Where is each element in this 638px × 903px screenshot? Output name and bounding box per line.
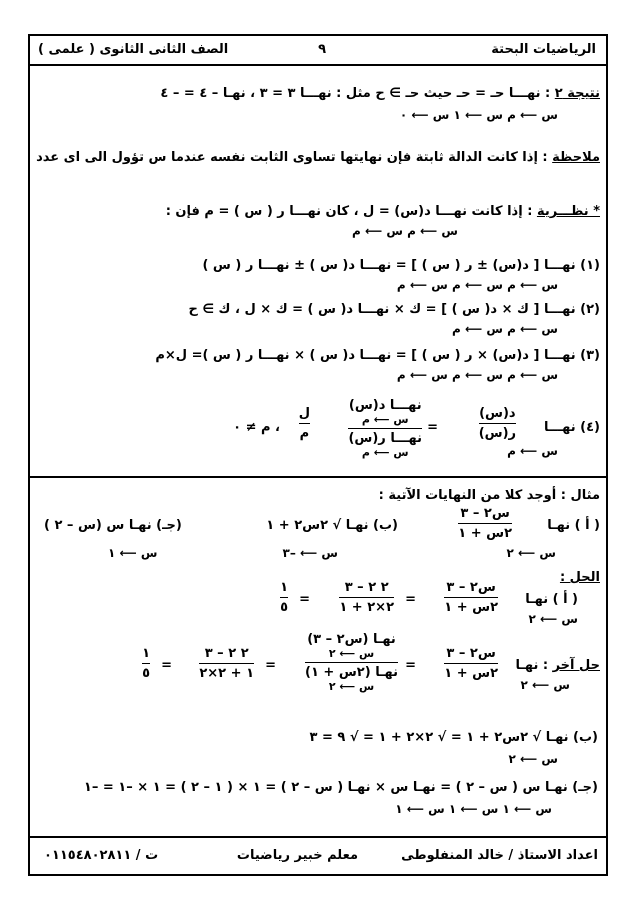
alt-solution-line — [516, 658, 600, 673]
example-a-prefix: ( أ ) نهـا — [547, 518, 600, 533]
header-subject: الرياضيات البحتة — [491, 42, 596, 57]
example-a-bar — [458, 523, 512, 524]
item4-frac-1-bar — [479, 423, 516, 424]
theorem-item-3: (٣) نهـــا [ د(س) × ر ( س ) ] = نهـــا د( س ) × نهـــا ر ( س )= ل×م — [155, 348, 600, 363]
example-label: مثال : أوجد كلا من النهايات الآتية : — [378, 488, 600, 503]
theorem-label: * نظـــرية — [536, 204, 600, 219]
example-c-sub: س ⟵ ١ — [108, 546, 158, 560]
item4-frac-2-num-sub: س ⟵ م — [361, 413, 409, 426]
alt-frac-3 — [199, 646, 254, 681]
footer-rule — [30, 836, 606, 838]
theorem-item-1-sub: س ⟵ م س ⟵ م س ⟵ م — [396, 278, 558, 292]
note-text: : إذا كانت الدالة ثابتة فإن نهايتها تساوى الثابت نفسه عندما س تؤول الى اى عدد — [36, 150, 548, 165]
item4-frac-1-num: د(س) — [479, 406, 516, 421]
alt-bar-4 — [142, 663, 150, 664]
solution-a-bar-3 — [280, 597, 288, 598]
alt-bar-3 — [199, 663, 254, 664]
note-label: ملاحظة — [552, 150, 600, 165]
solution-a-num-3: ١ — [280, 580, 288, 595]
footer-author: اعداد الاستاذ / خالد المنفلوطى — [401, 848, 598, 863]
header-page-number: ٩ — [318, 42, 326, 57]
solution-a-den-3: ٥ — [280, 600, 288, 615]
alt-den-2: نهـا (٢س + ١) — [305, 665, 398, 680]
solution-a-prefix: ( أ ) نهـا — [525, 592, 578, 607]
theorem-item-1: (١) نهـــا [ د(س) ± ر ( س ) ] = نهـــا د( س ) ± نهـــا ر ( س ) — [202, 258, 600, 273]
item4-frac-2-num: نهـــا د(س) — [348, 398, 422, 413]
item4-frac-1 — [479, 406, 516, 441]
item4-frac-2-bar — [348, 428, 422, 429]
item4-frac-3 — [299, 406, 310, 441]
solution-a-eq-2: = — [299, 592, 310, 607]
example-a-sub: س ⟵ ٢ — [506, 546, 556, 560]
solution-a-sub: س ⟵ ٢ — [528, 612, 578, 626]
solution-b-sub: س ⟵ ٢ — [508, 752, 558, 766]
alt-bar-1 — [444, 663, 498, 664]
item4-frac-3-bar — [299, 423, 310, 424]
solution-c: (جـ) نهـا س ( س – ٢ ) = نهـا س × نهـا ( س – ٢ ) = ١ × ( ١ – ٢ ) = ١ × –١ = –١ — [83, 780, 598, 795]
alt-frac-1 — [444, 646, 498, 681]
alt-num-4: ١ — [142, 646, 150, 661]
example-b: (ب) نهـا √ ٢س٢ + ١ — [266, 518, 398, 533]
result2-sub: س ⟵ م س ⟵ ١ س ⟵ ٠ — [399, 108, 558, 122]
solution-a-eq-1: = — [405, 592, 416, 607]
theorem-item-3-sub: س ⟵ م س ⟵ م س ⟵ م — [396, 368, 558, 382]
footer-phone: ت / ٠١١٥٤٨٠٢٨١١ — [44, 848, 159, 863]
item4-frac-3-den: م — [299, 426, 310, 441]
theorem-text: : إذا كانت نهـــا د(س) = ل ، كان نهـــا ر ( س ) = م فإن : — [165, 204, 533, 219]
item4-frac-2-den-sub: س ⟵ م — [361, 446, 409, 459]
alt-den-3: ١ + ٢×٢ — [199, 666, 254, 681]
example-b-sub: س ⟵ –٣ — [282, 546, 338, 560]
alt-frac-2 — [305, 632, 398, 693]
example-a-num: س٢ – ٣ — [460, 506, 510, 521]
example-a-frac — [458, 506, 512, 541]
alt-num-2: نهـا (س٢ – ٣) — [307, 632, 396, 647]
solution-a-frac-3 — [280, 580, 288, 615]
alt-num-1: س٢ – ٣ — [446, 646, 496, 661]
theorem-item-2: (٢) نهـــا [ ك × د( س ) ] = ك × نهـــا د( س ) = ك × ل ، ك ∋ ح — [188, 302, 600, 317]
solution-a-den-2: ٢×٢ + ١ — [339, 600, 394, 615]
solution-a-den-1: ٢س + ١ — [444, 600, 498, 615]
solution-a-bar-2 — [339, 597, 394, 598]
item4-eq: = — [427, 420, 438, 435]
solution-b: (ب) نهـا √ ٢س٢ + ١ = √ ٢×٢ + ١ = √ ٩ = ٣ — [309, 730, 598, 745]
alt-num-2-sub: س ⟵ ٢ — [328, 647, 375, 660]
solution-label: الحل : — [559, 570, 600, 585]
item4-cond: ، م ≠ ٠ — [233, 420, 280, 435]
solution-a-num-1: س٢ – ٣ — [446, 580, 496, 595]
solution-c-sub: س ⟵ ١ س ⟵ ١ س ⟵ ١ — [395, 802, 552, 816]
alt-eq-1: = — [405, 658, 416, 673]
theorem-line — [166, 204, 600, 219]
alt-frac-4 — [142, 646, 150, 681]
alt-num-3: ٢ ٢ – ٣ — [204, 646, 249, 661]
item4-frac-2-den: نهـــا ر(س) — [348, 431, 422, 446]
note-line — [36, 150, 600, 165]
alt-solution-prefix: : نهـا — [515, 658, 549, 673]
item4-frac-3-num: ل — [298, 406, 310, 421]
solution-a-num-2: ٢ ٢ – ٣ — [344, 580, 389, 595]
header-rule — [30, 64, 606, 66]
result2-label: نتيجة ٢ — [554, 86, 600, 101]
alt-den-2-sub: س ⟵ ٢ — [328, 680, 375, 693]
example-c: (جـ) نهـا س (س – ٢ ) — [44, 518, 182, 533]
result2-line — [160, 86, 600, 101]
footer-title: معلم خبير رياضيات — [236, 848, 358, 863]
alt-eq-3: = — [161, 658, 172, 673]
section-rule — [30, 476, 606, 478]
theorem-item-2-sub: س ⟵ م س ⟵ م — [451, 322, 558, 336]
theorem-sub: س ⟵ م س ⟵ م — [351, 224, 458, 238]
solution-a-bar-1 — [444, 597, 498, 598]
alt-solution-sub: س ⟵ ٢ — [520, 678, 570, 692]
item4-frac-2 — [348, 398, 422, 459]
item4-frac-1-den: ر(س) — [478, 426, 516, 441]
alt-den-1: ٢س + ١ — [444, 666, 498, 681]
theorem-item-4-prefix: (٤) نهـــا — [543, 420, 600, 435]
alt-bar-2 — [305, 662, 398, 663]
solution-a-frac-2 — [339, 580, 394, 615]
alt-eq-2: = — [265, 658, 276, 673]
alt-den-4: ٥ — [142, 666, 150, 681]
header-grade: الصف الثانى الثانوى ( علمى ) — [38, 42, 229, 57]
example-a-den: ٢س + ١ — [458, 526, 512, 541]
result2-text: : نهـــا حـ = حـ حيث حـ ∋ ح مثل : نهـــا ٣ = ٣ ، نهـا – ٤ = – ٤ — [160, 86, 551, 101]
solution-a-frac-1 — [444, 580, 498, 615]
alt-solution-label: حل آخر — [552, 658, 600, 673]
item4-sub: س ⟵ م — [507, 444, 558, 458]
